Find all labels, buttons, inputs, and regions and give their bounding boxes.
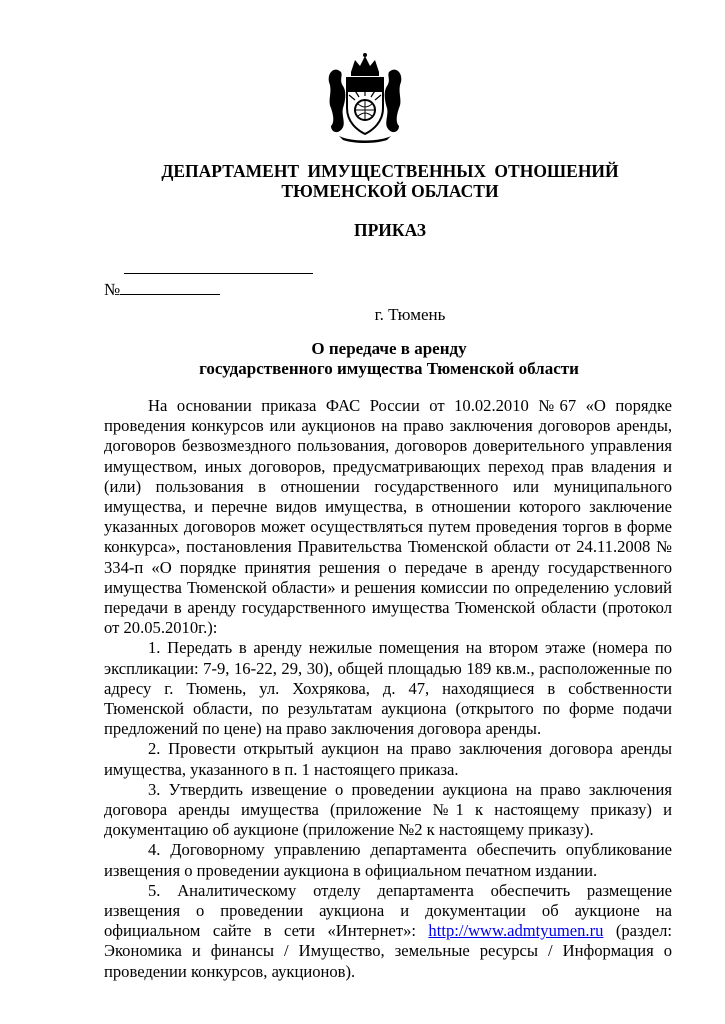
city: г. Тюмень xyxy=(374,305,446,324)
order-item-5 xyxy=(104,881,672,982)
number-label: № xyxy=(104,280,121,299)
order-item-3: 3. Утвердить извещение о проведении аукциона на право заключения договора аренды имущества (приложение №1 к настоящему приказу) и документацию об аукционе (приложение №2 к настоящему приказу). xyxy=(104,779,672,840)
number-blank-line xyxy=(120,279,220,295)
website-link[interactable]: http://www.admtyumen.ru xyxy=(428,921,604,941)
date-blank-line xyxy=(124,273,313,274)
department-name-line1: ДЕПАРТАМЕНТ ИМУЩЕСТВЕННЫХ ОТНОШЕНИЙ xyxy=(161,161,619,181)
tyumen-region-coat-of-arms-icon xyxy=(325,52,405,144)
preamble-paragraph: На основании приказа ФАС России от 10.02.2010 №67 «О порядке проведения конкурсов или аукционов на право заключения договоров аренды, договоров безвозмездного пользования, договоров доверительного управления имуществом, иных договоров, предусматривающих переход прав владения и (или) пользования в отношении государственного или муниципального имущества, и перечне видов имущества, в отношении которого заключение указанных договоров может осуществляться путем проведения торгов в форме конкурса», постановления Правительства Тюменской области от 24.11.2008 № 334-п «О порядке принятия решения о передаче в аренду государственного имущества Тюменской области» и решения комиссии по определению условий передачи в аренду государственного имущества Тюменской области (протокол от 20.05.2010г.): xyxy=(104,396,672,638)
document-type: ПРИКАЗ xyxy=(353,220,427,240)
order-title-line1: О передаче в аренду xyxy=(311,339,467,358)
order-item-1: 1. Передать в аренду нежилые помещения на втором этаже (номера по экспликации: 7-9, 16-22, 29, 30), общей площадью 189 кв.м., расположенные по адресу г. Тюмень, ул. Хохрякова, д. 47, находящиеся в собственности Тюменской области, по результатам аукциона (открытого по форме подачи предложений по цене) на право заключения договора аренды. xyxy=(104,638,672,739)
order-number xyxy=(104,279,220,300)
department-name-line2: ТЮМЕНСКОЙ ОБЛАСТИ xyxy=(281,181,499,201)
item-5-text-after: (раздел: Экономика и финансы / Имущество, земельные ресурсы / Информация о проведении конкурсов, аукционов). xyxy=(104,921,672,981)
order-item-2: 2. Провести открытый аукцион на право заключения договора аренды имущества, указанного в п. 1 настоящего приказа. xyxy=(104,739,672,779)
order-title-line2: государственного имущества Тюменской области xyxy=(199,359,579,378)
item-5-text-before: 5. Аналитическому отделу департамента обеспечить размещение извещения о проведении аукциона и документации об аукционе на официальном сайте в сети «Интернет»: xyxy=(104,880,672,941)
order-item-4: 4. Договорному управлению департамента обеспечить опубликование извещения о проведении аукциона в официальном печатном издании. xyxy=(104,840,672,880)
order-body xyxy=(104,396,672,982)
